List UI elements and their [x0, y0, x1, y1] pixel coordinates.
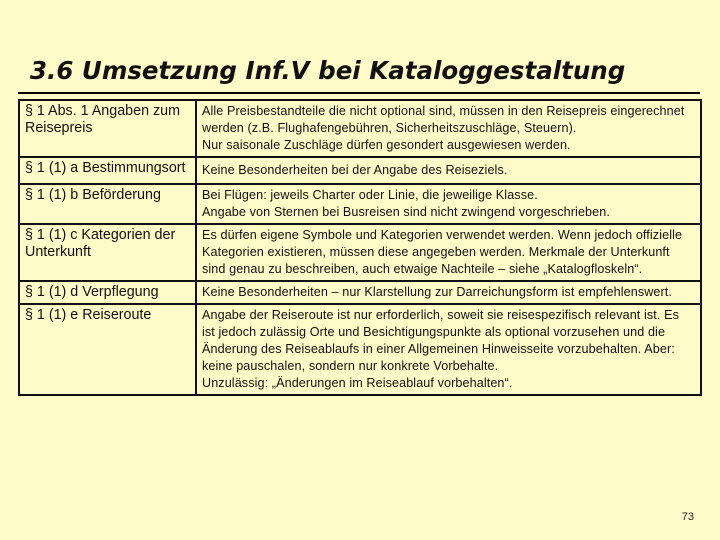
section-cell: § 1 (1) a Bestimmungsort — [19, 157, 196, 184]
page-number: 73 — [681, 511, 694, 523]
section-cell: § 1 (1) b Beförderung — [19, 184, 196, 224]
description-cell — [196, 224, 701, 281]
description-cell — [196, 157, 701, 184]
regulation-table — [18, 99, 702, 396]
section-cell: § 1 (1) e Reiseroute — [19, 304, 196, 395]
description-line: Bei Flügen: jeweils Charter oder Linie, die jeweilige Klasse. — [202, 188, 538, 202]
description-line: Angabe von Sternen bei Busreisen sind nicht zwingend vorgeschrieben. — [202, 205, 610, 219]
description-cell — [196, 281, 701, 304]
description-line: Es dürfen eigene Symbole und Kategorien verwendet werden. Wenn jedoch offizielle Kategorien existieren, müssen diese angegeben werden. Merkmale der Unterkunft sind genau zu beschreiben, auch etwaige Nachteile – siehe „Katalogfloskeln“. — [202, 228, 683, 276]
description-line: Unzulässig: „Änderungen im Reiseablauf vorbehalten“. — [202, 376, 513, 390]
table-row — [19, 184, 701, 224]
title-underline — [18, 92, 700, 94]
description-cell — [196, 184, 701, 224]
description-line: Angabe der Reiseroute ist nur erforderlich, soweit sie reisespezifisch relevant ist. Es ist jedoch zulässig Orte und Besichtigungspunkte als optional vorzusehen und die Änderung des Reiseablaufs in einer Allgemeinen Hinweisseite vorzubehalten. Aber: keine pauschalen, sondern nur konkrete Vorbehalte. — [202, 308, 679, 373]
description-cell — [196, 100, 701, 157]
table-row — [19, 157, 701, 184]
section-cell: § 1 (1) c Kategorien der Unterkunft — [19, 224, 196, 281]
section-cell: § 1 Abs. 1 Angaben zum Reisepreis — [19, 100, 196, 157]
description-line: Alle Preisbestandteile die nicht optional sind, müssen in den Reisepreis eingerechnet werden (z.B. Flughafengebühren, Sicherheitszuschläge, Steuern). — [202, 104, 685, 135]
description-line: Keine Besonderheiten – nur Klarstellung zur Darreichungsform ist empfehlenswert. — [202, 285, 673, 299]
slide-title: 3.6 Umsetzung Inf.V bei Kataloggestaltung — [30, 56, 626, 85]
table-row — [19, 224, 701, 281]
table-row — [19, 304, 701, 395]
description-cell — [196, 304, 701, 395]
table-row — [19, 281, 701, 304]
table-row — [19, 100, 701, 157]
description-line: Keine Besonderheiten bei der Angabe des Reiseziels. — [202, 163, 508, 177]
section-cell: § 1 (1) d Verpflegung — [19, 281, 196, 304]
description-line: Nur saisonale Zuschläge dürfen gesondert ausgewiesen werden. — [202, 138, 571, 152]
